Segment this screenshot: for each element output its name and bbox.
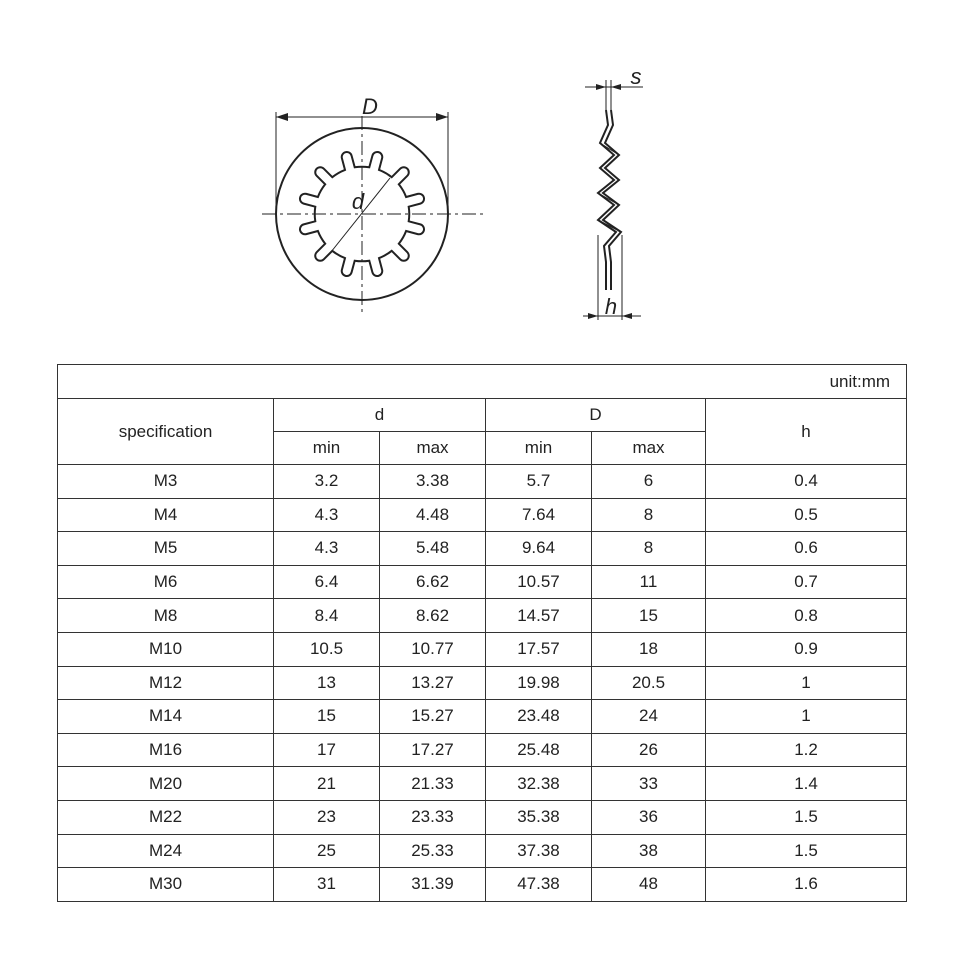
d-max-cell: 4.48 — [380, 498, 486, 532]
spec-cell: M6 — [58, 565, 274, 599]
d-max-cell: 17.27 — [380, 733, 486, 767]
spec-cell: M3 — [58, 465, 274, 499]
h-cell: 0.7 — [706, 565, 907, 599]
spec-cell: M5 — [58, 532, 274, 566]
d-max-cell: 6.62 — [380, 565, 486, 599]
D-min-cell: 17.57 — [486, 632, 592, 666]
D-max-cell: 20.5 — [592, 666, 706, 700]
h-cell: 1.2 — [706, 733, 907, 767]
d-max-cell: 15.27 — [380, 700, 486, 734]
D-min-cell: 7.64 — [486, 498, 592, 532]
hatch-line — [598, 193, 619, 205]
D-min-cell: 35.38 — [486, 800, 592, 834]
D-max-cell: 24 — [592, 700, 706, 734]
d-max-cell: 23.33 — [380, 800, 486, 834]
d-min-header: min — [274, 432, 380, 465]
d-min-cell: 21 — [274, 767, 380, 801]
label-D: D — [362, 94, 378, 119]
h-cell: 1 — [706, 700, 907, 734]
D-max-cell: 15 — [592, 599, 706, 633]
h-cell: 1.4 — [706, 767, 907, 801]
d-min-cell: 4.3 — [274, 498, 380, 532]
unit-row — [58, 365, 907, 399]
spec-cell: M24 — [58, 834, 274, 868]
arrowhead — [611, 84, 621, 90]
d-min-cell: 6.4 — [274, 565, 380, 599]
table-row — [58, 700, 907, 734]
specification-header: specification — [58, 399, 274, 465]
table-row — [58, 565, 907, 599]
table-row — [58, 767, 907, 801]
h-cell: 0.6 — [706, 532, 907, 566]
spec-cell: M30 — [58, 868, 274, 902]
side-view — [583, 80, 643, 320]
spec-cell: M16 — [58, 733, 274, 767]
D-max-cell: 18 — [592, 632, 706, 666]
arrowhead — [436, 113, 448, 121]
d-header: d — [274, 399, 486, 432]
table-row — [58, 733, 907, 767]
h-cell: 1.5 — [706, 800, 907, 834]
table-row — [58, 868, 907, 902]
D-min-cell: 25.48 — [486, 733, 592, 767]
D-min-cell: 10.57 — [486, 565, 592, 599]
d-min-cell: 15 — [274, 700, 380, 734]
d-max-cell: 8.62 — [380, 599, 486, 633]
d-min-cell: 3.2 — [274, 465, 380, 499]
h-cell: 1 — [706, 666, 907, 700]
hatch-line — [598, 220, 621, 232]
D-max-cell: 8 — [592, 532, 706, 566]
d-min-cell: 23 — [274, 800, 380, 834]
D-max-cell: 11 — [592, 565, 706, 599]
spec-cell: M20 — [58, 767, 274, 801]
D-max-cell: 6 — [592, 465, 706, 499]
arrowhead — [276, 113, 288, 121]
label-d: d — [351, 189, 365, 214]
unit-label: unit:mm — [58, 365, 907, 399]
D-min-cell: 14.57 — [486, 599, 592, 633]
D-header: D — [486, 399, 706, 432]
spec-cell: M12 — [58, 666, 274, 700]
d-max-cell: 3.38 — [380, 465, 486, 499]
D-min-cell: 19.98 — [486, 666, 592, 700]
d-min-cell: 17 — [274, 733, 380, 767]
washer-technical-drawing — [0, 0, 960, 360]
d-max-cell: 21.33 — [380, 767, 486, 801]
front-view — [262, 112, 484, 312]
d-max-cell: 31.39 — [380, 868, 486, 902]
header-row — [58, 399, 907, 432]
h-cell: 0.5 — [706, 498, 907, 532]
table-row — [58, 632, 907, 666]
arrowhead — [596, 84, 606, 90]
arrowhead — [622, 313, 632, 319]
d-max-cell: 13.27 — [380, 666, 486, 700]
h-cell: 0.4 — [706, 465, 907, 499]
spec-cell: M14 — [58, 700, 274, 734]
label-h: h — [604, 294, 618, 319]
D-max-cell: 36 — [592, 800, 706, 834]
D-min-cell: 32.38 — [486, 767, 592, 801]
d-min-cell: 25 — [274, 834, 380, 868]
d-max-cell: 25.33 — [380, 834, 486, 868]
d-min-cell: 13 — [274, 666, 380, 700]
table-row — [58, 599, 907, 633]
spec-cell: M10 — [58, 632, 274, 666]
table-row — [58, 465, 907, 499]
table-row — [58, 800, 907, 834]
table-body — [58, 465, 907, 902]
h-cell: 0.8 — [706, 599, 907, 633]
d-min-cell: 8.4 — [274, 599, 380, 633]
table-row — [58, 498, 907, 532]
d-min-cell: 31 — [274, 868, 380, 902]
D-min-cell: 47.38 — [486, 868, 592, 902]
table-row — [58, 532, 907, 566]
d-max-cell: 5.48 — [380, 532, 486, 566]
label-s: s — [630, 64, 642, 89]
spec-cell: M4 — [58, 498, 274, 532]
spec-cell: M8 — [58, 599, 274, 633]
d-min-cell: 4.3 — [274, 532, 380, 566]
specification-table — [57, 364, 907, 902]
D-min-header: min — [486, 432, 592, 465]
table-row — [58, 666, 907, 700]
D-max-header: max — [592, 432, 706, 465]
hatch-line — [600, 143, 619, 155]
D-min-cell: 37.38 — [486, 834, 592, 868]
D-max-cell: 38 — [592, 834, 706, 868]
D-max-cell: 8 — [592, 498, 706, 532]
table-row — [58, 834, 907, 868]
d-min-cell: 10.5 — [274, 632, 380, 666]
h-header: h — [706, 399, 907, 465]
D-min-cell: 9.64 — [486, 532, 592, 566]
h-cell: 1.6 — [706, 868, 907, 902]
h-cell: 0.9 — [706, 632, 907, 666]
spec-cell: M22 — [58, 800, 274, 834]
D-max-cell: 26 — [592, 733, 706, 767]
d-max-cell: 10.77 — [380, 632, 486, 666]
D-max-cell: 48 — [592, 868, 706, 902]
D-min-cell: 23.48 — [486, 700, 592, 734]
arrowhead — [588, 313, 598, 319]
D-max-cell: 33 — [592, 767, 706, 801]
h-cell: 1.5 — [706, 834, 907, 868]
d-max-header: max — [380, 432, 486, 465]
D-min-cell: 5.7 — [486, 465, 592, 499]
